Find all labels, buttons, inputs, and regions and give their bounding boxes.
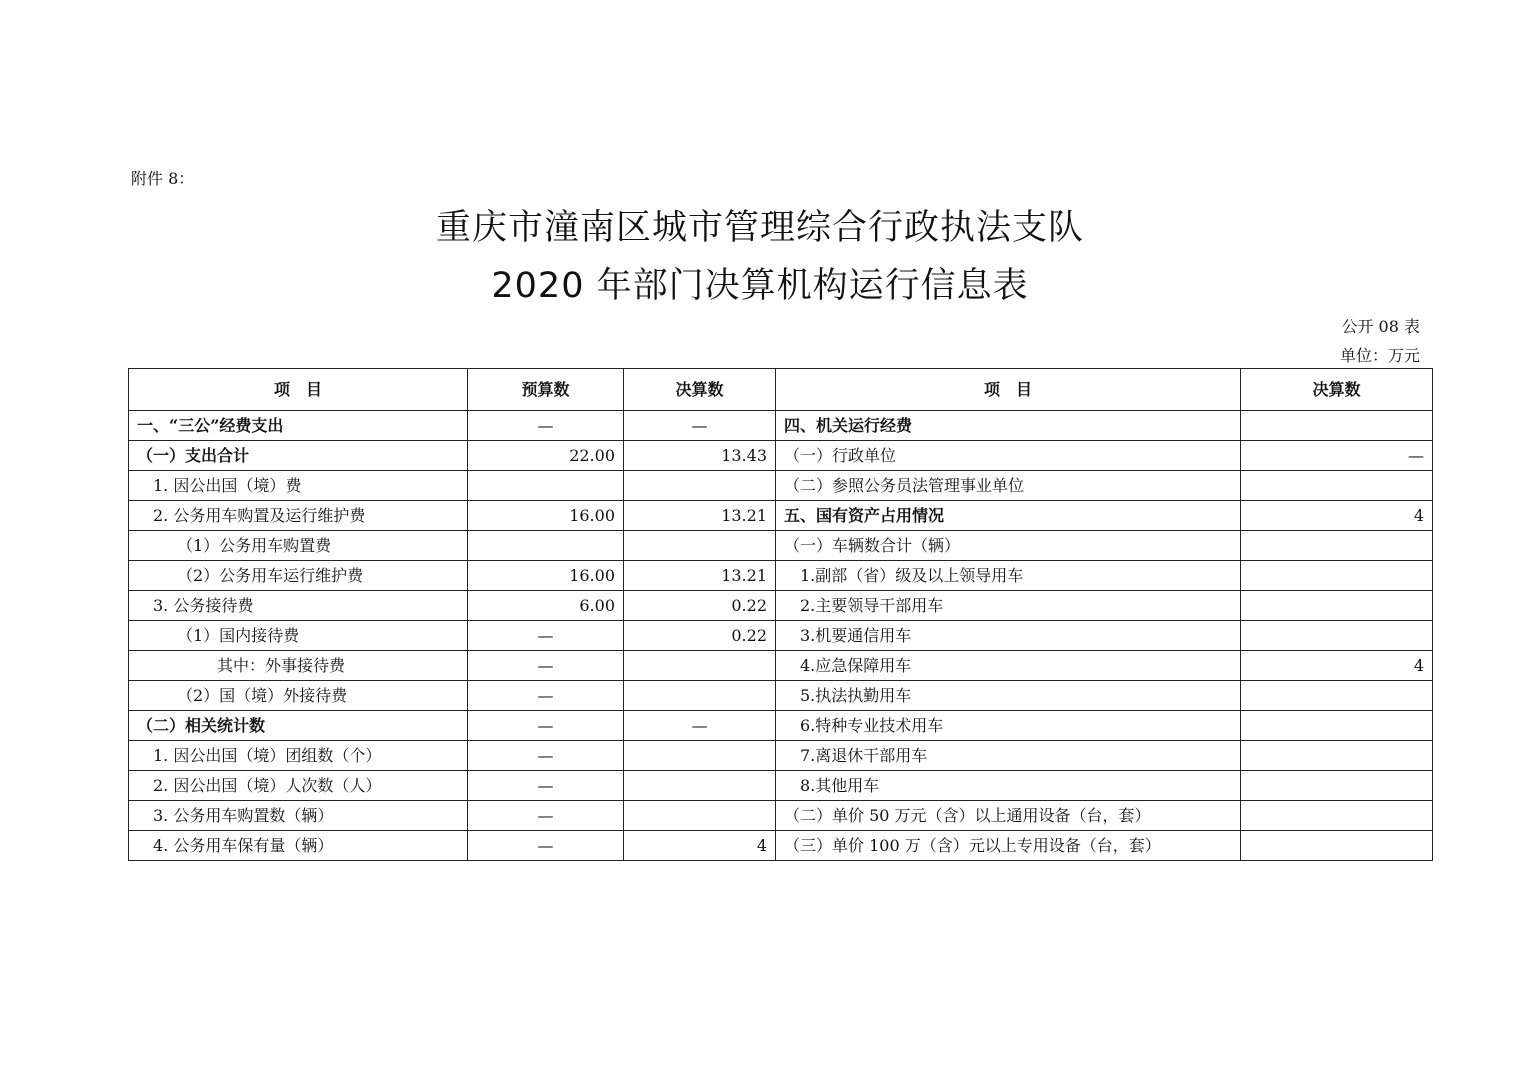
row-item-right: （一）行政单位	[776, 441, 1241, 471]
row-budget: —	[468, 801, 624, 831]
header-budget: 预算数	[468, 369, 624, 411]
row-item-left: 一、“三公”经费支出	[129, 411, 468, 441]
row-budget: —	[468, 831, 624, 861]
row-budget: —	[468, 621, 624, 651]
row-item-left: 4. 公务用车保有量（辆）	[129, 831, 468, 861]
row-final-right	[1241, 711, 1433, 741]
row-item-left: （一）支出合计	[129, 441, 468, 471]
row-final-left: 13.21	[624, 561, 776, 591]
row-item-right: 6.特种专业技术用车	[776, 711, 1241, 741]
header-item-left: 项 目	[129, 369, 468, 411]
row-item-right: 8.其他用车	[776, 771, 1241, 801]
row-final-right	[1241, 591, 1433, 621]
row-final-left: —	[624, 411, 776, 441]
table-row	[129, 471, 1433, 501]
row-final-right: 4	[1241, 501, 1433, 531]
row-final-right	[1241, 621, 1433, 651]
row-final-right	[1241, 531, 1433, 561]
row-final-left: 0.22	[624, 621, 776, 651]
row-item-left: 1. 因公出国（境）团组数（个）	[129, 741, 468, 771]
table-row	[129, 741, 1433, 771]
table-row	[129, 771, 1433, 801]
row-item-right: 四、机关运行经费	[776, 411, 1241, 441]
row-item-left: （2）国（境）外接待费	[129, 681, 468, 711]
table-row	[129, 621, 1433, 651]
row-item-right: 2.主要领导干部用车	[776, 591, 1241, 621]
row-budget: —	[468, 411, 624, 441]
row-item-right: 3.机要通信用车	[776, 621, 1241, 651]
table-row	[129, 441, 1433, 471]
row-budget	[468, 471, 624, 501]
page-subtitle: 2020 年部门决算机构运行信息表	[491, 266, 1029, 306]
row-budget: —	[468, 741, 624, 771]
row-final-left: 0.22	[624, 591, 776, 621]
row-final-left	[624, 651, 776, 681]
table-row	[129, 681, 1433, 711]
row-final-right	[1241, 561, 1433, 591]
row-item-right: （二）参照公务员法管理事业单位	[776, 471, 1241, 501]
table-code: 公开 08 表	[1341, 317, 1420, 336]
row-final-left	[624, 681, 776, 711]
row-budget: —	[468, 771, 624, 801]
row-budget: —	[468, 711, 624, 741]
row-budget: 22.00	[468, 441, 624, 471]
row-item-left: 2. 公务用车购置及运行维护费	[129, 501, 468, 531]
table-row	[129, 531, 1433, 561]
row-item-left: 2. 因公出国（境）人次数（人）	[129, 771, 468, 801]
row-item-left: （二）相关统计数	[129, 711, 468, 741]
row-item-left: 其中：外事接待费	[129, 651, 468, 681]
table-row	[129, 831, 1433, 861]
row-item-left: （2）公务用车运行维护费	[129, 561, 468, 591]
row-item-right: （二）单价 50 万元（含）以上通用设备（台，套）	[776, 801, 1241, 831]
row-final-left	[624, 531, 776, 561]
row-item-right: （一）车辆数合计（辆）	[776, 531, 1241, 561]
header-final-right: 决算数	[1241, 369, 1433, 411]
row-item-right: 1.副部（省）级及以上领导用车	[776, 561, 1241, 591]
row-item-right: 7.离退休干部用车	[776, 741, 1241, 771]
row-final-right: 4	[1241, 651, 1433, 681]
row-final-left: 13.21	[624, 501, 776, 531]
header-item-right: 项 目	[776, 369, 1241, 411]
table-row	[129, 711, 1433, 741]
row-final-left	[624, 741, 776, 771]
row-budget: 16.00	[468, 561, 624, 591]
page-title: 重庆市潼南区城市管理综合行政执法支队	[435, 208, 1084, 248]
row-item-left: 3. 公务接待费	[129, 591, 468, 621]
table-row	[129, 501, 1433, 531]
row-final-left	[624, 771, 776, 801]
row-final-right: —	[1241, 441, 1433, 471]
unit-label: 单位：万元	[1339, 346, 1420, 365]
row-final-left: —	[624, 711, 776, 741]
row-item-left: 1. 因公出国（境）费	[129, 471, 468, 501]
row-item-left: （1）公务用车购置费	[129, 531, 468, 561]
row-final-right	[1241, 801, 1433, 831]
row-final-right	[1241, 771, 1433, 801]
row-final-right	[1241, 471, 1433, 501]
row-budget: —	[468, 681, 624, 711]
row-item-left: 3. 公务用车购置数（辆）	[129, 801, 468, 831]
row-final-left	[624, 801, 776, 831]
header-row	[129, 369, 1433, 411]
row-budget: 6.00	[468, 591, 624, 621]
row-budget	[468, 531, 624, 561]
row-budget: —	[468, 651, 624, 681]
row-final-right	[1241, 411, 1433, 441]
row-budget: 16.00	[468, 501, 624, 531]
row-final-left	[624, 471, 776, 501]
table-row	[129, 801, 1433, 831]
row-final-left: 4	[624, 831, 776, 861]
row-final-right	[1241, 831, 1433, 861]
row-final-left: 13.43	[624, 441, 776, 471]
row-item-right: 五、国有资产占用情况	[776, 501, 1241, 531]
table-row	[129, 561, 1433, 591]
table-row	[129, 411, 1433, 441]
header-final-left: 决算数	[624, 369, 776, 411]
table-row	[129, 591, 1433, 621]
row-item-right: 5.执法执勤用车	[776, 681, 1241, 711]
table-row	[129, 651, 1433, 681]
row-item-left: （1）国内接待费	[129, 621, 468, 651]
row-final-right	[1241, 741, 1433, 771]
row-item-right: （三）单价 100 万（含）元以上专用设备（台，套）	[776, 831, 1241, 861]
row-item-right: 4.应急保障用车	[776, 651, 1241, 681]
attachment-label: 附件 8：	[131, 169, 195, 188]
row-final-right	[1241, 681, 1433, 711]
info-table	[128, 368, 1433, 861]
